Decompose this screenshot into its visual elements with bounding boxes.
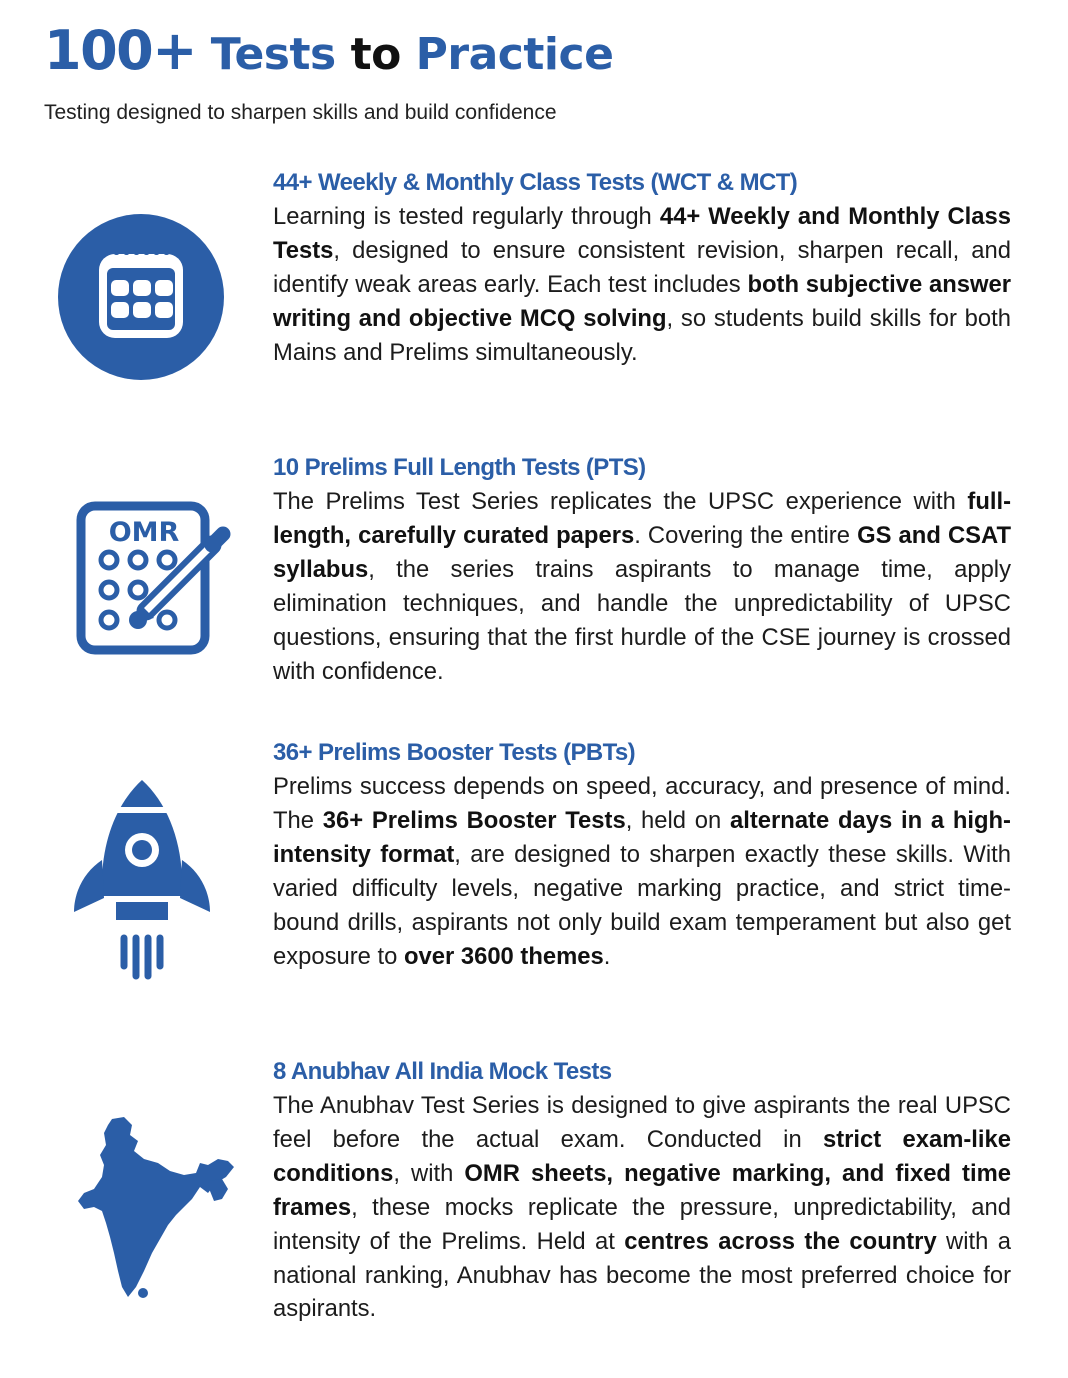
calendar-icon [58,214,224,380]
rocket-icon [72,780,212,980]
title-tests: Tests [210,29,336,80]
title-to: to [350,29,401,80]
india-map-icon [72,1115,242,1300]
title-count: 100+ [44,19,196,82]
title-practice: Practice [415,29,614,80]
section-body: The Anubhav Test Series is designed to give aspirants the real UPSC feel before the actual exam. Conducted in strict exam-like conditions, with OMR sheets, negative marking, and fixed time frames, these mocks replicate the pressure, unpredictability, and intensity of the Prelims. Held at centres across the country with a national ranking, Anubhav has become the most preferred choice for aspirants. [273,1092,1011,1323]
section-title: 8 Anubhav All India Mock Tests [273,1058,612,1085]
section-title: 36+ Prelims Booster Tests (PBTs) [273,739,636,766]
page-title [44,18,613,88]
omr-sheet-icon [76,501,232,657]
omr-label: OMR [108,517,180,548]
page-subtitle: Testing designed to sharpen skills and build confidence [44,101,557,124]
section-body: The Prelims Test Series replicates the UPSC experience with full-length, carefully curated papers. Covering the entire GS and CSAT syllabus, the series trains aspirants to manage time, apply elimination techniques, and handle the unpredictability of UPSC questions, ensuring that the first hurdle of the CSE journey is crossed with confidence. [273,488,1011,685]
section-title: 10 Prelims Full Length Tests (PTS) [273,454,646,481]
section-body: Prelims success depends on speed, accuracy, and presence of mind. The 36+ Prelims Booster Tests, held on alternate days in a high-intensity format, are designed to sharpen exactly these skills. With varied difficulty levels, negative marking practice, and strict time-bound drills, aspirants not only build exam temperament but also get exposure to over 3600 themes. [273,773,1012,970]
section-title: 44+ Weekly & Monthly Class Tests (WCT & MCT) [273,169,798,196]
section-body: Learning is tested regularly through 44+ Weekly and Monthly Class Tests, designed to ensure consistent revision, sharpen recall, and identify weak areas early. Each test includes both subjective answer writing and objective MCQ solving, so students build skills for both Mains and Prelims simultaneously. [273,203,1011,366]
